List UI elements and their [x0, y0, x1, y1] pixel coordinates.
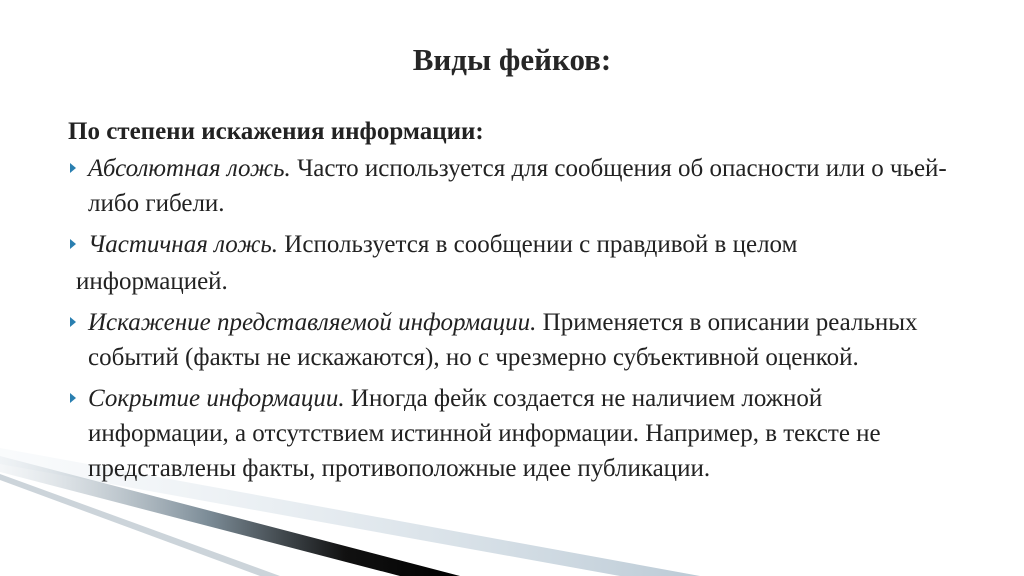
item-term: Абсолютная ложь.	[88, 155, 291, 182]
item-text: Применяется в описании реальных событий (факты не искажаются), но с чрезмерно субъективной оценкой.	[88, 309, 918, 371]
item-continuation: информацией.	[76, 268, 228, 295]
list-item	[68, 305, 958, 375]
list-item	[68, 227, 958, 262]
item-term: Частичная ложь.	[88, 231, 279, 258]
content-area	[68, 114, 958, 492]
subheading: По степени искажения информации:	[68, 118, 484, 145]
bullet-arrow-icon	[70, 163, 76, 173]
bullet-arrow-icon	[70, 393, 76, 403]
item-text: Часто используется для сообщения об опасности или о чьей-либо гибели.	[88, 155, 947, 217]
bullet-arrow-icon	[70, 239, 76, 249]
list-item	[68, 381, 958, 486]
slide-title: Виды фейков:	[412, 42, 612, 77]
bullet-arrow-icon	[70, 317, 76, 327]
item-term: Сокрытие информации.	[88, 385, 345, 412]
item-text: Иногда фейк создается не наличием ложной информации, а отсутствием истинной информации. Например, в тексте не представлены факты, противоположные идее публикации.	[88, 385, 881, 482]
item-term: Искажение представляемой информации.	[88, 309, 537, 336]
item-text: Используется в сообщении с правдивой в целом	[278, 231, 798, 258]
list-item	[68, 151, 958, 221]
